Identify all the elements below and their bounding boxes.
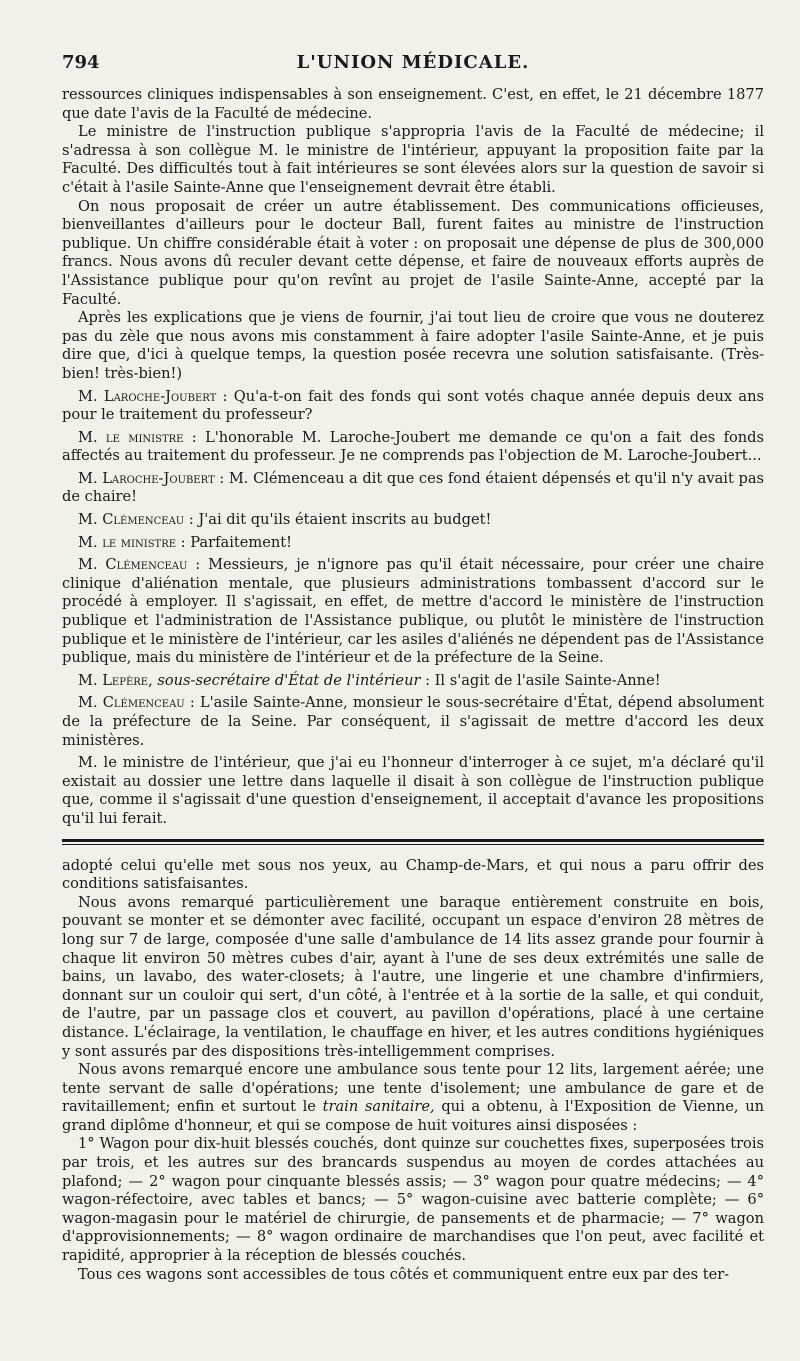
paragraph: M. le ministre de l'intérieur, que j'ai eu l'honneur d'interroger à ce sujet, m'a déclaré qu'il existait au dossier une lettre dans laquelle il disait à son collègue de l'instruction publique que, comme il s'agissait d'une question d'enseignement, il acceptait d'avance les propositions qu'il lui ferait. [62, 754, 764, 827]
speech-text: M. Clémenceau a dit que ces fond étaient dépensés et qu'il n'y avait pas de chaire! [62, 469, 765, 506]
journal-title: L'UNION MÉDICALE. [296, 52, 530, 73]
speaker: M. Laroche-Joubert : [78, 469, 225, 487]
speaker: M. le ministre : [78, 428, 197, 446]
speaker: M. Lepère, [78, 671, 153, 689]
divider-thick-rule [62, 839, 764, 842]
paragraph-text: Nous avons remarqué encore une ambulance sous tente pour 12 lits, largement aérée; une tente servant de salle d'opérations; une tente d'isolement; une ambulance de gare et de ravitaillement; enfin et surtout le [62, 1061, 764, 1116]
speech-text: Messieurs, je n'ignore pas qu'il était nécessaire, pour créer une chaire clinique d'aliénation mentale, que plusieurs administrations tombassent d'accord sur le procédé à employer. Il s'agissait, en effet, de mettre d'accord le ministère de l'instruction publique et l'administration de l'Assistance publique, ou plutôt le ministère de l'instruction publique et le ministère de l'intérieur, car les asiles d'aliénés ne dépendent pas de l'Assistance publique, mais du ministère de l'intérieur et de la préfecture de la Seine. [62, 556, 764, 667]
speaker: M. Clémenceau : [78, 511, 194, 529]
paragraph-text: qui a obtenu, à l'Exposition de Vienne, un grand diplôme d'honneur, et qui se compose de huit voitures ainsi disposées : [62, 1098, 764, 1134]
paragraph: 1° Wagon pour dix-huit blessés couchés, dont quinze sur couchettes fixes, superposées trois par trois, et les autres sur des brancards suspendus au moyen de cordes attachées au plafond; — 2° wagon pour cinquante blessés assis; — 3° wagon pour quatre médecins; — 4° wagon-réfectoire, avec tables et bancs; — 5° wagon-cuisine avec batterie complète; — 6° wagon-magasin pour le matériel de chirurgie, de pansements et de pharmacie; — 7° wagon d'approvisionnements; — 8° wagon ordinaire de marchandises que l'on peut, avec facilité et rapidité, approprier à la réception de blessés couchés. [62, 1135, 764, 1265]
divider-thin-rule [62, 844, 764, 845]
speaker: M. le ministre : [78, 533, 186, 551]
speaker: M. Clémenceau : [78, 556, 201, 574]
italic-term: train sanitaire, [322, 1098, 435, 1116]
speech [62, 556, 764, 668]
paragraph: On nous proposait de créer un autre établissement. Des communications officieuses, bienveillantes d'ailleurs pour le docteur Ball, furent faites au ministre de l'instruction publique. Un chiffre considérable était à voter : on proposait une dépense de plus de 300,000 francs. Nous avons dû reculer devant cette dépense, et faire de nouveaux efforts auprès de l'Assistance publique pour qu'on revînt au projet de l'asile Sainte-Anne, accepté par la Faculté. [62, 197, 764, 308]
speech [62, 388, 764, 425]
speaker-role: sous-secrétaire d'État de l'intérieur [157, 671, 421, 689]
speech [62, 672, 764, 691]
page-number: 794 [62, 52, 100, 73]
speech-text: Parfaitement! [190, 533, 292, 551]
speech [62, 534, 764, 553]
speech [62, 470, 764, 507]
speech-text: L'honorable M. Laroche-Joubert me demande ce qu'on a fait des fonds affectés au traitement du professeur. Je ne comprends pas l'objection de M. Laroche-Joubert... [62, 428, 764, 465]
speaker: M. Clémenceau : [78, 694, 195, 712]
speech-text: : Il s'agit de l'asile Sainte-Anne! [425, 671, 661, 689]
paragraph: Le ministre de l'instruction publique s'appropria l'avis de la Faculté de médecine; il s'adressa à son collègue M. le ministre de l'intérieur, appuyant la proposition faite par la Faculté. Des difficultés tout à fait intérieures se sont élevées alors sur la question de savoir si c'était à l'asile Sainte-Anne que l'enseignement devrait être établi. [62, 123, 764, 196]
feuilleton-section [62, 857, 764, 1285]
paragraph: ressources cliniques indispensables à son enseignement. C'est, en effet, le 21 décembre 1877 que date l'avis de la Faculté de médecine. [62, 86, 764, 122]
paragraph: Nous avons remarqué particulièrement une baraque entièrement construite en bois, pouvant se monter et se démonter avec facilité, occupant un espace d'environ 28 mètres de long sur 7 de large, composée d'une salle d'ambulance de 14 lits assez grande pour fournir à chaque lit environ 50 mètres cubes d'air, ayant à l'une de ses deux extrémités une salle de bains, un lavabo, des water-closets; à l'autre, une lingerie et une chambre d'infirmiers, donnant sur un couloir qui sert, d'un côté, à l'entrée et à la sortie de la salle, et qui conduit, de l'autre, par un passage clos et couvert, au pavillon d'opérations, placé à une certaine distance. L'éclairage, la ventilation, le chauffage en hiver, et les autres conditions hygiéniques y sont assurés par des dispositions très-intelligemment comprises. [62, 893, 764, 1060]
speech-text: J'ai dit qu'ils étaient inscrits au budget! [198, 511, 492, 529]
speech-text: Qu'a-t-on fait des fonds qui sont votés chaque année depuis deux ans pour le traitement du professeur? [62, 387, 764, 424]
speech [62, 694, 764, 750]
speech [62, 429, 764, 466]
speech-text: L'asile Sainte-Anne, monsieur le sous-secrétaire d'État, dépend absolument de la préfecture de la Seine. Par conséquent, il s'agissait de mettre d'accord les deux ministères. [62, 694, 764, 749]
paragraph: adopté celui qu'elle met sous nos yeux, au Champ-de-Mars, et qui nous a paru offrir des conditions satisfaisantes. [62, 856, 764, 893]
speech [62, 511, 764, 530]
speaker: M. Laroche-Joubert : [78, 387, 228, 405]
paragraph: Après les explications que je viens de fournir, j'ai tout lieu de croire que vous ne douterez pas du zèle que nous avons mis constamment à faire adopter l'asile Sainte-Anne, et je puis dire que, d'ici à quelque temps, la question posée recevra une solution satisfaisante. (Très-bien! très-bien!) [62, 309, 764, 382]
debate-section [62, 86, 764, 829]
paragraph: Tous ces wagons sont accessibles de tous côtés et communiquent entre eux par des ter- [78, 1265, 730, 1283]
section-divider [62, 839, 764, 845]
paragraph [62, 1061, 764, 1135]
page-header [62, 52, 764, 86]
